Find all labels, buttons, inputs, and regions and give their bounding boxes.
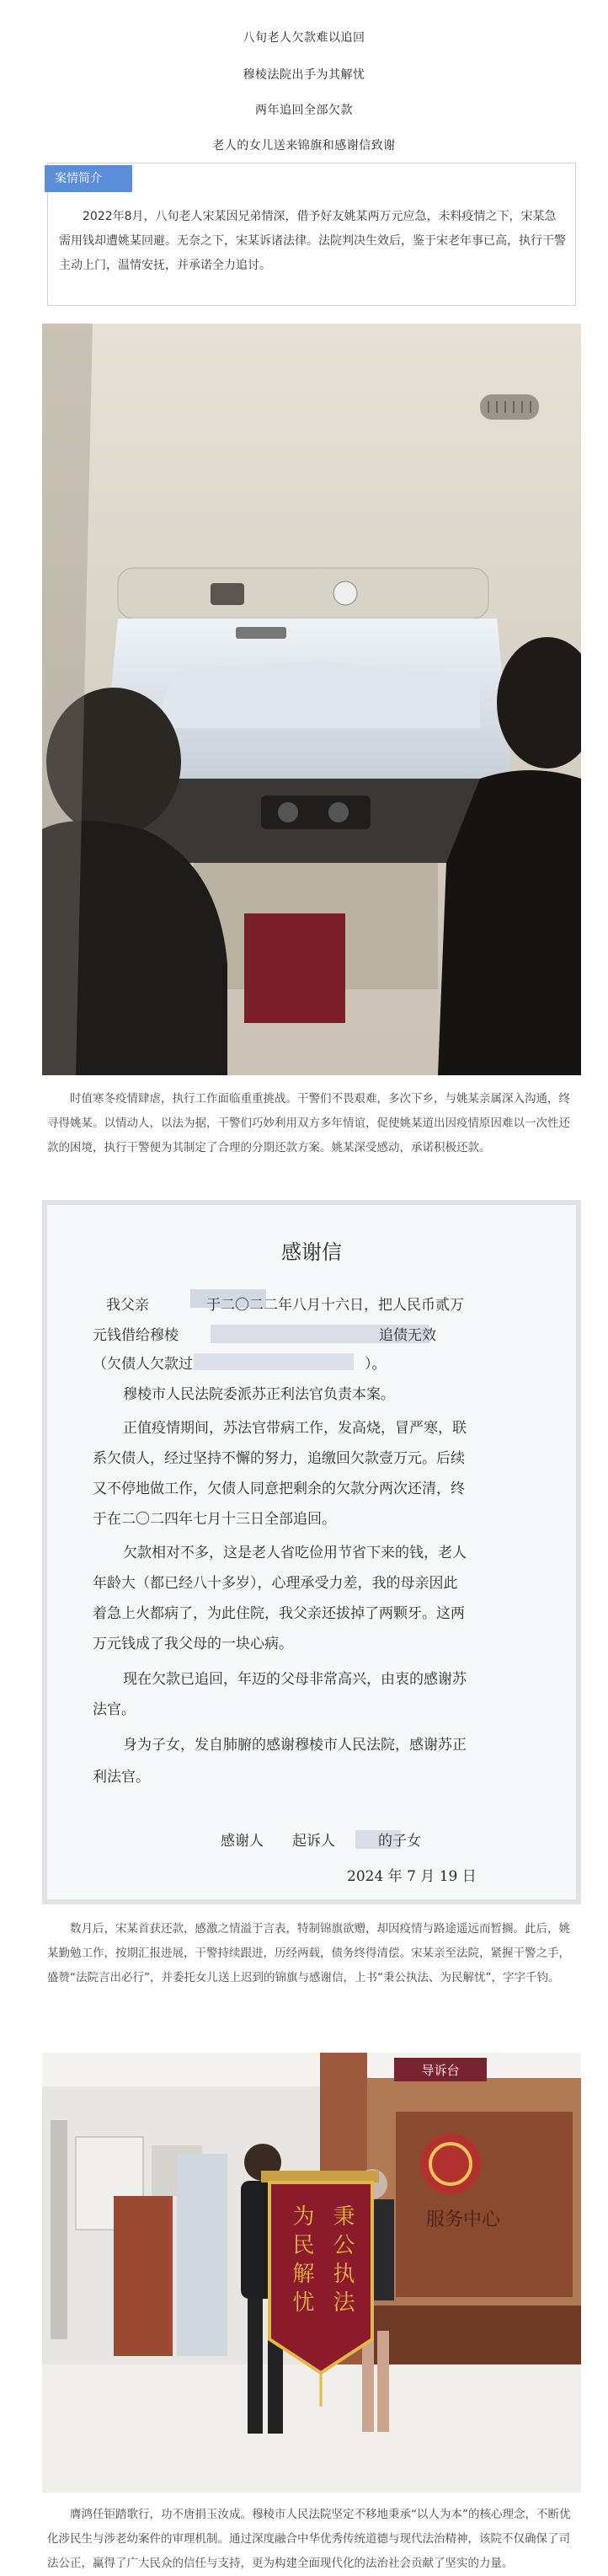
- headline-line-3: 两年追回全部欠款: [255, 104, 353, 117]
- letter-signature: 感谢人 起诉人 的子女: [221, 1833, 421, 1850]
- banner-left-text: 为民解忧: [289, 2204, 314, 2319]
- letter-line-10: 年龄大（都已经八十多岁），心理承受力差，我的母亲因此: [93, 1575, 458, 1592]
- letter-line-9: 欠款相对不多，这是老人省吃俭用节省下来的钱，老人: [123, 1545, 467, 1561]
- headline-line-1: 八旬老人欠款难以追回: [243, 31, 365, 45]
- paragraph-conclusion: 膺鸿任钜踏歌行，功不唐捐玉汝成。穆棱市人民法院坚定不移地秉承“以人为本”的核心理念，不断优化涉民生与涉老幼案件的审理机制。通过深度融合中华优秀传统道德与现代法治精神，该院不仅确保了司法公正，赢得了广大民众的信任与支持，更为构建全面现代化的法治社会贡献了坚实的力量。: [47, 2508, 571, 2570]
- letter-line-5: 正值疫情期间，苏法官带病工作，发高烧，冒严寒，联: [123, 1420, 467, 1437]
- photo-van-interior: [42, 324, 581, 1075]
- van-interior-illustration: [42, 324, 581, 1075]
- letter-line-1: 我父亲 于二〇二二年八月十六日，把人民币贰万: [106, 1297, 464, 1314]
- photo-banner-presentation: [42, 2053, 581, 2493]
- letter-line-11: 着急上火都病了，为此住院，我父亲还拔掉了两颗牙。这两: [93, 1605, 465, 1622]
- letter-title: 感谢信: [281, 1240, 342, 1264]
- case-intro-tag: 案情简介: [45, 165, 132, 192]
- headline-line-2: 穆棱法院出手为其解忧: [243, 68, 365, 82]
- paragraph-repayment-and-banner: 数月后，宋某首获还款，感激之情溢于言表，特制锦旗欲赠，却因疫情与路途遥远而暂搁。此后，姚某勤勉工作，按期汇报进展，干警持续跟进，历经两载，债务终得清偿。宋某亲至法院，紧握干警之手，盛赞“法院言出必行”，并委托女儿送上迟到的锦旗与感谢信，上书“秉公执法、为民解忧”，字字千钧。: [47, 1922, 570, 1984]
- letter-line-16: 利法官。: [93, 1769, 150, 1786]
- letter-line-7: 又不停地做工作，欠债人同意把剩余的欠款分两次还清，终: [93, 1481, 465, 1497]
- photo-thank-you-letter: [42, 1200, 581, 1904]
- letter-line-6: 系欠债人，经过坚持不懈的努力，追缴回欠款壹万元。后续: [93, 1450, 465, 1467]
- letter-line-4: 穆棱市人民法院委派苏正利法官负责本案。: [123, 1386, 395, 1403]
- banner-right-text: 秉公执法: [329, 2204, 355, 2319]
- letter-line-8: 于在二〇二四年七月十三日全部追回。: [93, 1511, 336, 1528]
- letter-date: 2024 年 7 月 19 日: [347, 1868, 477, 1885]
- sign-guidance-desk: 导诉台: [421, 2063, 460, 2078]
- sign-service-center: 服务中心: [425, 2209, 501, 2231]
- letter-line-15: 身为子女，发自肺腑的感谢穆棱市人民法院，感谢苏正: [123, 1737, 467, 1754]
- letter-line-12: 万元钱成了我父母的一块心病。: [93, 1636, 293, 1652]
- letter-line-14: 法官。: [93, 1701, 136, 1718]
- banner-presentation-image: [42, 2053, 581, 2493]
- case-intro-text: 2022年8月，八旬老人宋某因兄弟情深，借予好友姚某两万元应急，未料疫情之下，宋某急需用钱却遭姚某回避。无奈之下，宋某诉诸法律。法院判决生效后，鉴于宋老年事已高，执行干警主动上门，温情安抚，并承诺全力追讨。: [59, 210, 566, 272]
- letter-line-13: 现在欠款已追回，年迈的父母非常高兴，由衷的感谢苏: [123, 1671, 467, 1688]
- thank-you-letter-image: [42, 1200, 581, 1904]
- paragraph-execution-process: 时值寒冬疫情肆虐，执行工作面临重重挑战。干警们不畏艰难，多次下乡，与姚某亲属深入沟通，终寻得姚某。以情动人，以法为据，干警们巧妙利用双方多年情谊，促使姚某道出因疫情原因难以一次性还款的困境，执行干警便为其制定了合理的分期还款方案。姚某深受感动，承诺积极还款。: [47, 1092, 570, 1154]
- letter-line-3: （欠债人欠款过 ）。: [93, 1356, 387, 1373]
- headline-line-4: 老人的女儿送来锦旗和感谢信致谢: [212, 139, 396, 153]
- letter-line-2: 元钱借给穆棱 追债无效: [93, 1327, 436, 1344]
